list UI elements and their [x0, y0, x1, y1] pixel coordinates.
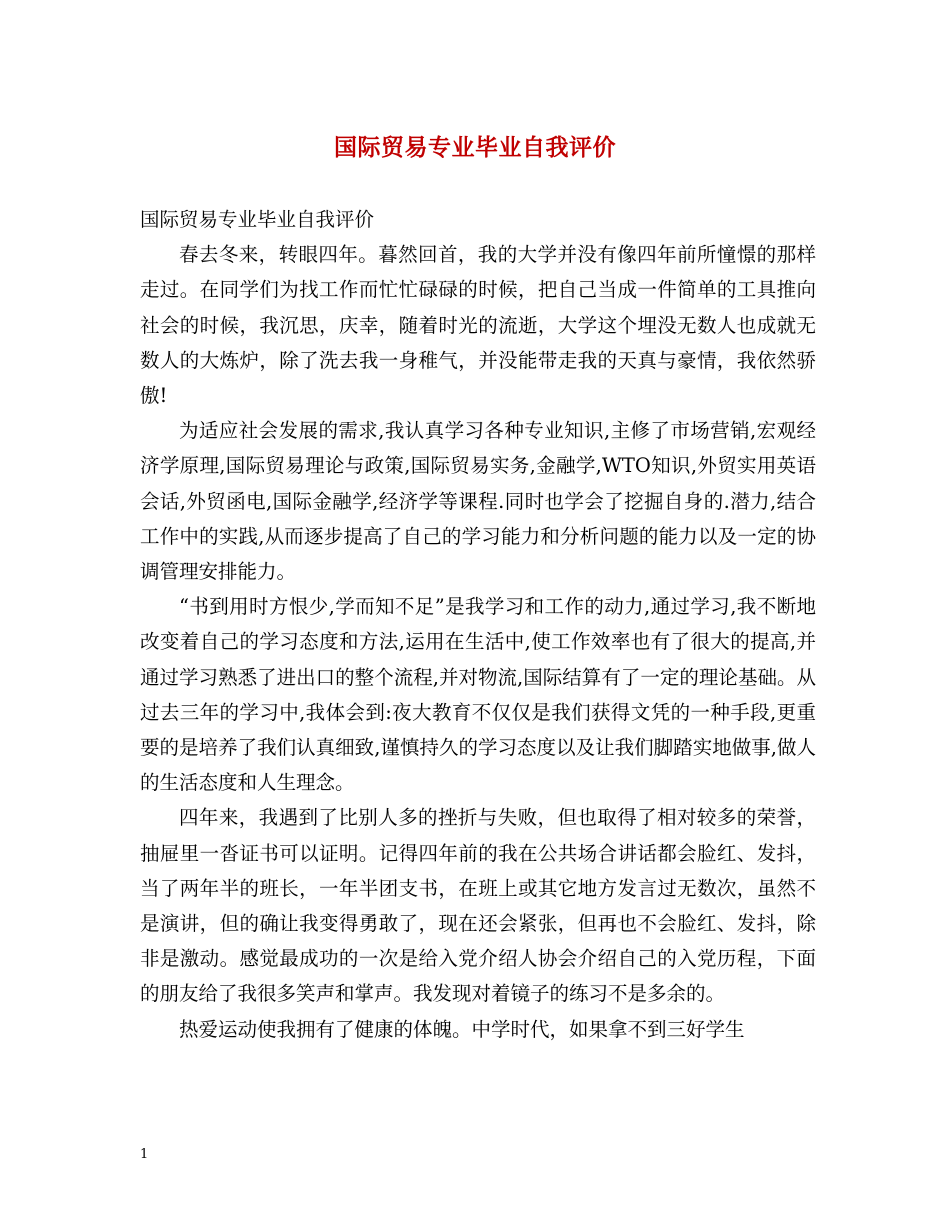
- paragraph-5: 热爱运动使我拥有了健康的体魄。中学时代，如果拿不到三好学生: [179, 1017, 745, 1041]
- paragraph-4: 四年来，我遇到了比别人多的挫折与失败，但也取得了相对较多的荣誉，抽屉里一沓证书可以证明。记得四年前的我在公共场合讲话都会脸红、发抖，当了两年半的班长，一年半团支书，在班上或其它地方发言过无数次，虽然不是演讲，但的确让我变得勇敢了，现在还会紧张，但再也不会脸红、发抖，除非是激动。感觉最成功的一次是给入党介绍人协会介绍自己的入党历程，下面的朋友给了我很多笑声和掌声。我发现对着镜子的练习不是多余的。: [140, 806, 816, 1006]
- page-number: 1: [140, 1147, 149, 1162]
- document-title: 国际贸易专业毕业自我评价: [334, 134, 616, 161]
- paragraph-3: “书到用时方恨少,学而知不足”是我学习和工作的动力,通过学习,我不断地改变着自己的学习态度和方法,运用在生活中,使工作效率也有了很大的提高,并通过学习熟悉了进出口的整个流程,并对物流,国际结算有了一定的理论基础。从过去三年的学习中,我体会到:夜大教育不仅仅是我们获得文凭的一种手段,更重要的是培养了我们认真细致,谨慎持久的学习态度以及让我们脚踏实地做事,做人的生活态度和人生理念。: [140, 595, 816, 795]
- document-subtitle: 国际贸易专业毕业自我评价: [140, 208, 375, 231]
- paragraph-1: 春去冬来，转眼四年。暮然回首，我的大学并没有像四年前所憧憬的那样走过。在同学们为找工作而忙忙碌碌的时候，把自己当成一件简单的工具推向社会的时候，我沉思，庆幸，随着时光的流逝，大学这个埋没无数人也成就无数人的大炼炉，除了洗去我一身稚气，并没能带走我的天真与豪情，我依然骄傲!: [140, 243, 816, 408]
- document-body: [140, 202, 816, 1047]
- paragraph-2: 为适应社会发展的需求,我认真学习各种专业知识,主修了市场营销,宏观经济学原理,国际贸易理论与政策,国际贸易实务,金融学,WTO知识,外贸实用英语会话,外贸函电,国际金融学,经济学等课程.同时也学会了挖掘自身的.潜力,结合工作中的实践,从而逐步提高了自己的学习能力和分析问题的能力以及一定的协调管理安排能力。: [140, 419, 816, 584]
